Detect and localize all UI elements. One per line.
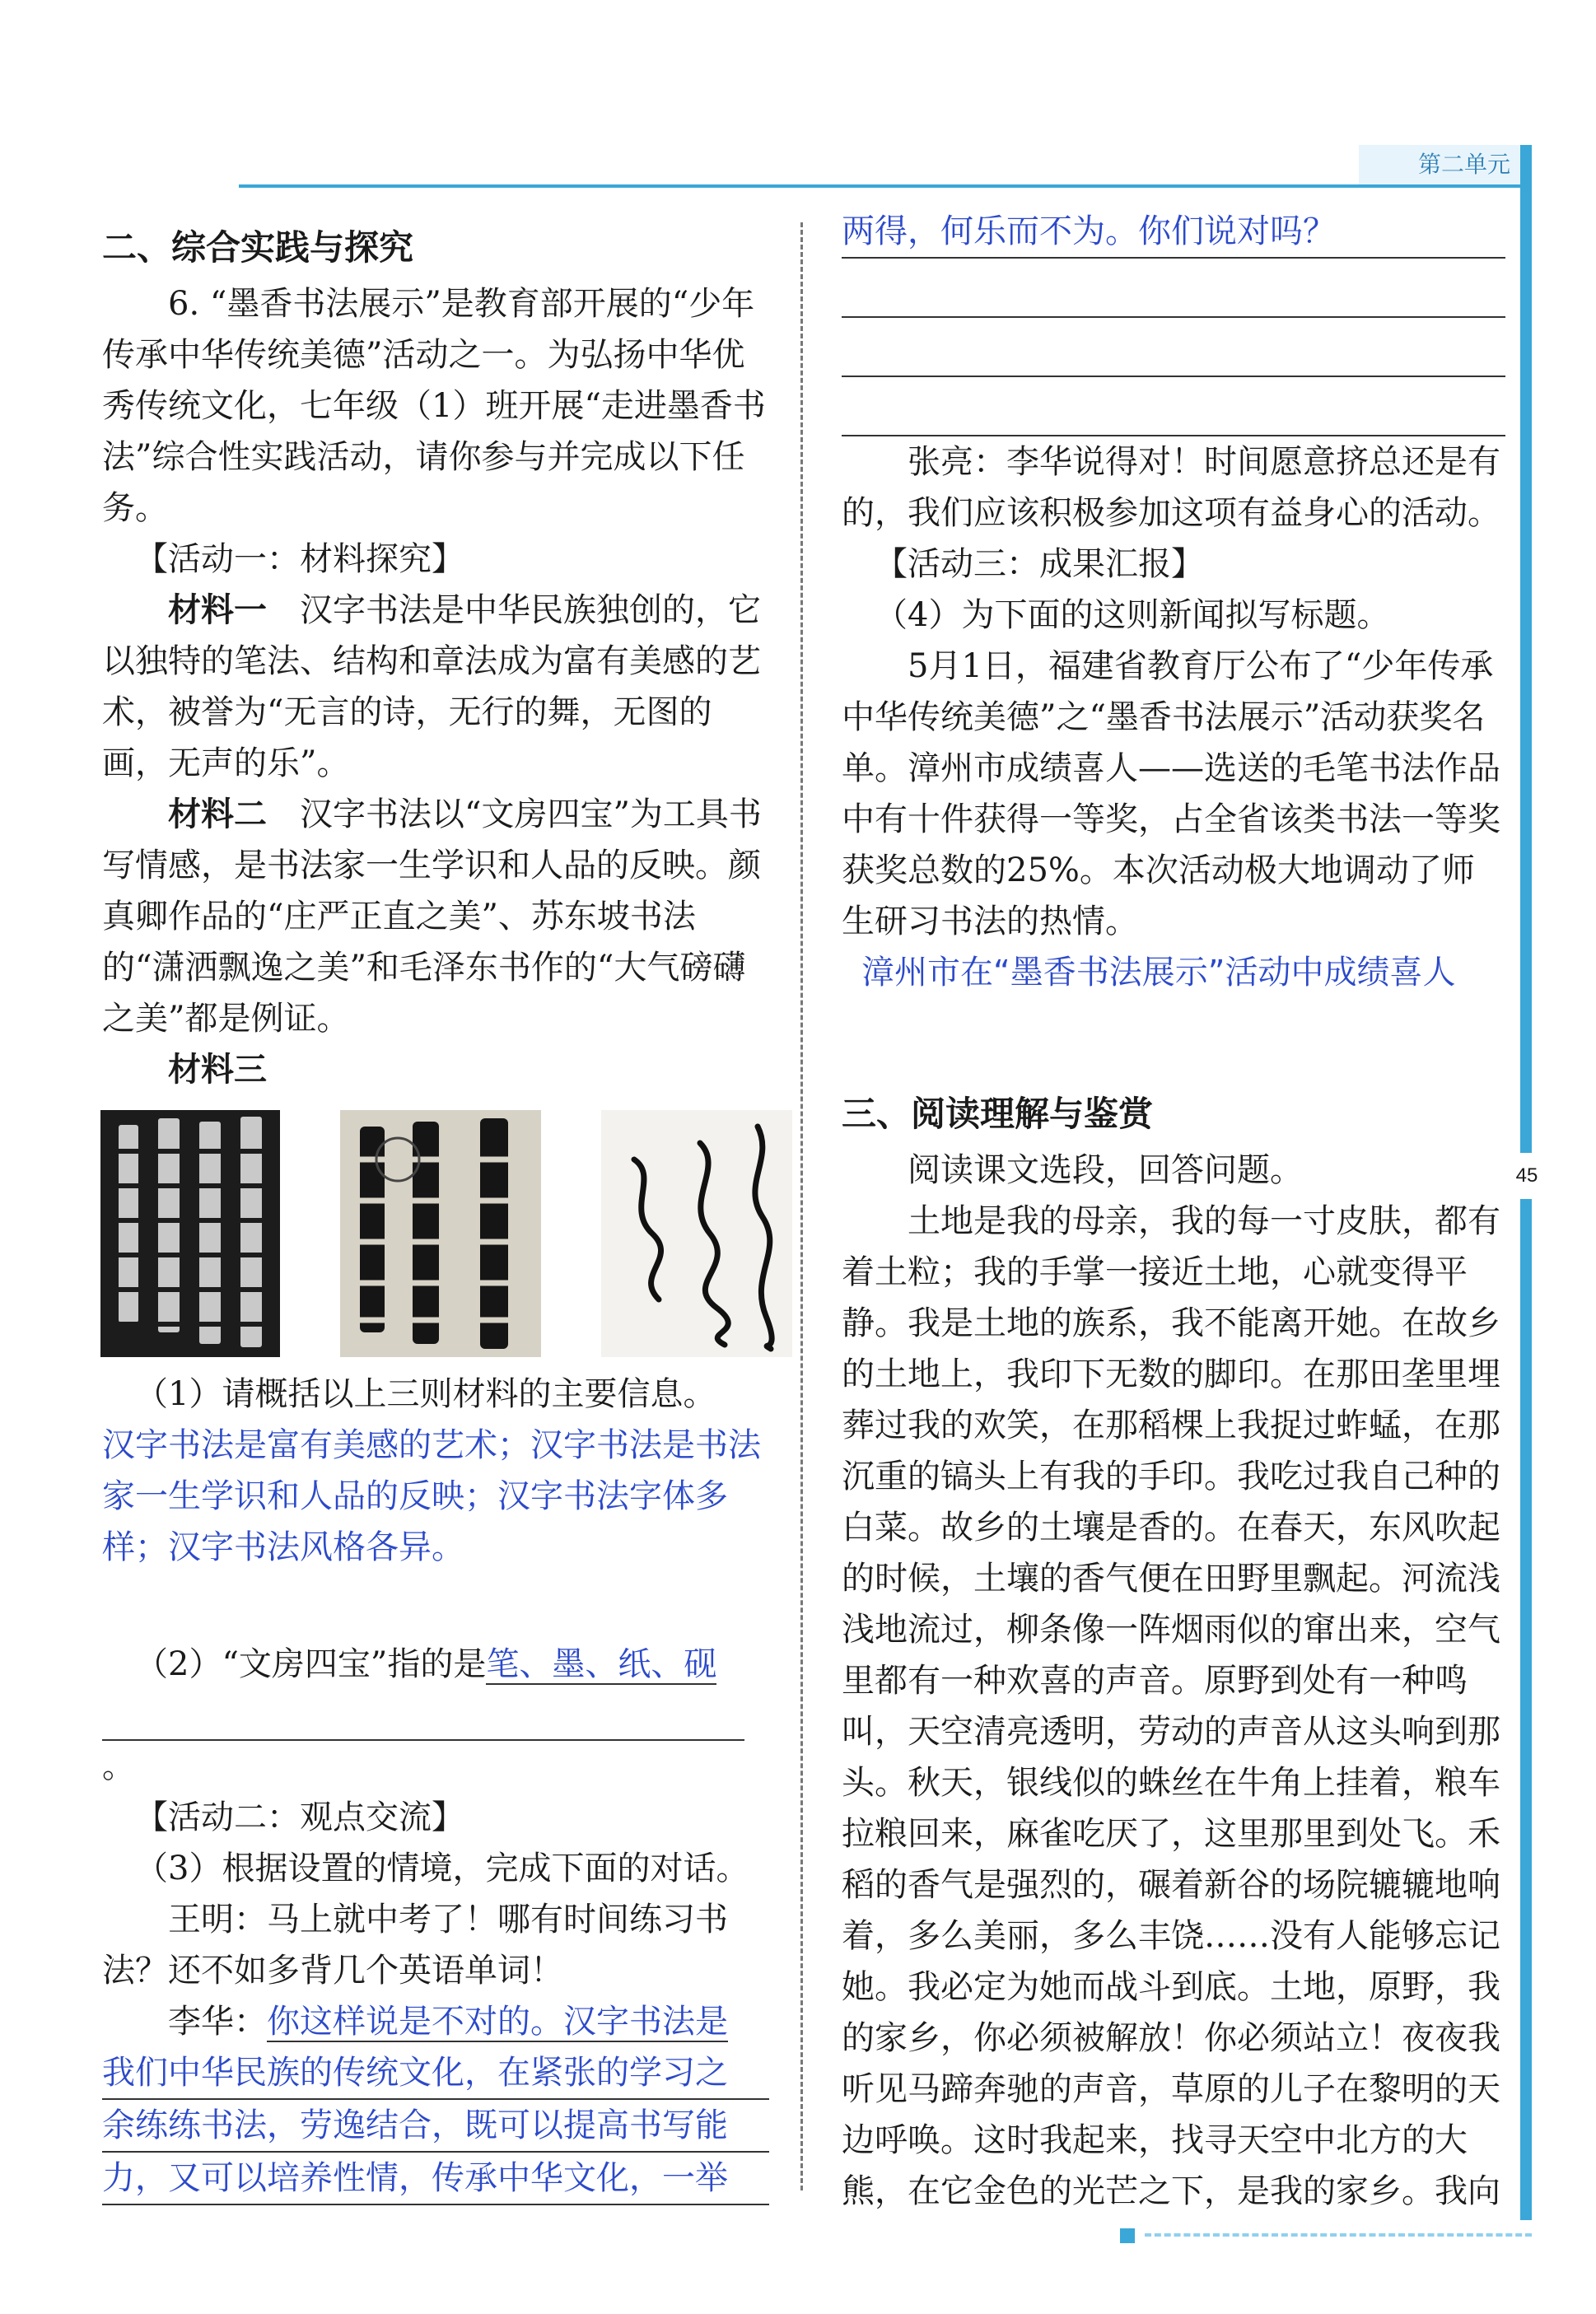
- answer-4: 漳州市在“墨香书法展示”活动中成绩喜人: [861, 954, 1456, 991]
- answer-3-line-5: 两得，何乐而不为。你们说对吗？: [842, 206, 1505, 259]
- answer-4-space: [842, 998, 1505, 1089]
- question-4: （4）为下面的这则新闻拟写标题。: [875, 596, 1390, 634]
- activity-2-title: 【活动二：观点交流】: [135, 1798, 464, 1836]
- calligraphy-sample-running: [340, 1110, 541, 1357]
- reading-passage: 土地是我的母亲，我的每一寸皮肤，都有着土粒；我的手掌一接近土地，心就变得平静。我是土地的族系，我不能离开她。在故乡的土地上，我印下无数的脚印。在那田垄里埋葬过我的欢笑，在那稻棵上我捉过蚱蜢，在那沉重的镐头上有我的手印。我吃过我自己种的白菜。故乡的土壤是香的。在春天，东风吹起的时候，土壤的香气便在田野里飘起。河流浅浅地流过，柳条像一阵烟雨似的窜出来，空气里都有一种欢喜的声音。原野到处有一种鸣叫，天空清亮透明，劳动的声音从这头响到那头。秋天，银线似的蛛丝在牛角上挂着，粮车拉粮回来，麻雀吃厌了，这里那里到处飞。禾稻的香气是强烈的，碾着新谷的场院辘辘地响着，多么美丽，多么丰饶……没有人能够忘记她。我必定为她而战斗到底。土地，原野，我的家乡，你必须被解放！你必须站立！夜夜我听见马蹄奔驰的声音，草原的儿子在黎明的天边呼唤。这时我起来，找寻天空中北方的大熊，在它金色的光芒之下，是我的家乡。我向: [842, 1202, 1500, 2210]
- activity-1-title: 【活动一：材料探究】: [135, 540, 464, 578]
- answer-3-line-4: 力，又可以培养性情，传承中华文化，一举: [102, 2153, 769, 2205]
- question-2-prefix: （2）“文房四宝”指的是: [135, 1645, 487, 1683]
- activity-3-title: 【活动三：成果汇报】: [875, 545, 1204, 583]
- footer-dash: [1145, 2233, 1532, 2237]
- dialog-wangming: 王明：马上就中考了！哪有时间练习书法？还不如多背几个英语单词！: [102, 1901, 728, 1990]
- answer-blank-line: [842, 265, 1505, 318]
- footer-square: [1120, 2228, 1135, 2243]
- material-2-label: 材料二: [168, 795, 267, 833]
- header-rule: [239, 184, 1532, 188]
- answer-blank-line: [842, 384, 1505, 436]
- section-title-practice: 二、综合实践与探究: [102, 227, 414, 268]
- answer-1: 汉字书法是富有美感的艺术；汉字书法是书法家一生学识和人品的反映；汉字书法字体多样；汉字书法风格各异。: [102, 1426, 761, 1566]
- left-column: [102, 222, 769, 2205]
- answer-2: 笔、墨、纸、砚: [486, 1645, 717, 1683]
- answer-3-line-1: 你这样说是不对的。汉字书法是: [267, 2003, 728, 2041]
- unit-tag: 第二单元: [1359, 145, 1520, 184]
- column-divider: [800, 222, 803, 2190]
- lihua-label: 李华：: [168, 2003, 267, 2041]
- news-text: 5月1日，福建省教育厅公布了“少年传承中华传统美德”之“墨香书法展示”活动获奖名单。漳州市成绩喜人——选送的毛笔书法作品中有十件获得一等奖，占全省该类书法一等奖获奖总数的25%。本次活动极大地调动了师生研习书法的热情。: [842, 647, 1500, 940]
- question-2-line: [102, 1690, 769, 1792]
- right-column: [842, 206, 1505, 2217]
- question-2-end: 。: [102, 1747, 135, 1785]
- calligraphy-samples: [100, 1110, 792, 1357]
- question-3: （3）根据设置的情境，完成下面的对话。: [135, 1850, 749, 1887]
- answer-3-line-2: 我们中华民族的传统文化，在紧张的学习之: [102, 2047, 769, 2100]
- material-1: [102, 585, 769, 789]
- dialog-zhangliang: 张亮：李华说得对！时间愿意挤总还是有的，我们应该积极参加这项有益身心的活动。: [842, 443, 1500, 532]
- answer-3-line-3: 余练练书法，劳逸结合，既可以提高书写能: [102, 2100, 769, 2153]
- answer-2-blank: [102, 1706, 744, 1741]
- answer-blank-line: [842, 324, 1505, 377]
- question-2: [102, 1639, 769, 1690]
- question-1: （1）请概括以上三则材料的主要信息。: [135, 1375, 716, 1413]
- calligraphy-sample-regular: [100, 1110, 280, 1357]
- material-2-text: 汉字书法以“文房四宝”为工具书写情感，是书法家一生学识和人品的反映。颜真卿作品的“庄严正直之美”、苏东坡书法的“潇洒飘逸之美”和毛泽东书作的“大气磅礴之美”都是例证。: [102, 795, 762, 1038]
- material-3-label: 材料三: [168, 1051, 267, 1089]
- material-1-label: 材料一: [168, 591, 267, 629]
- dialog-lihua: [102, 1996, 769, 2047]
- question-6-intro: 6. “墨香书法展示”是教育部开展的“少年传承中华传统美德”活动之一。为弘扬中华优秀传统文化，七年级（1）班开展“走进墨香书法”综合性实践活动，请你参与并完成以下任务。: [102, 285, 766, 527]
- page-number: 45: [1504, 1153, 1550, 1199]
- material-1-text: 汉字书法是中华民族独创的，它以独特的笔法、结构和章法成为富有美感的艺术，被誉为“无言的诗，无行的舞，无图的画，无声的乐”。: [102, 591, 761, 782]
- reading-instruction: 阅读课文选段，回答问题。: [908, 1151, 1303, 1189]
- section-title-reading: 三、阅读理解与鉴赏: [842, 1094, 1154, 1134]
- answer-1-space: [102, 1573, 769, 1639]
- calligraphy-sample-cursive: [601, 1110, 792, 1357]
- material-2: [102, 789, 769, 1044]
